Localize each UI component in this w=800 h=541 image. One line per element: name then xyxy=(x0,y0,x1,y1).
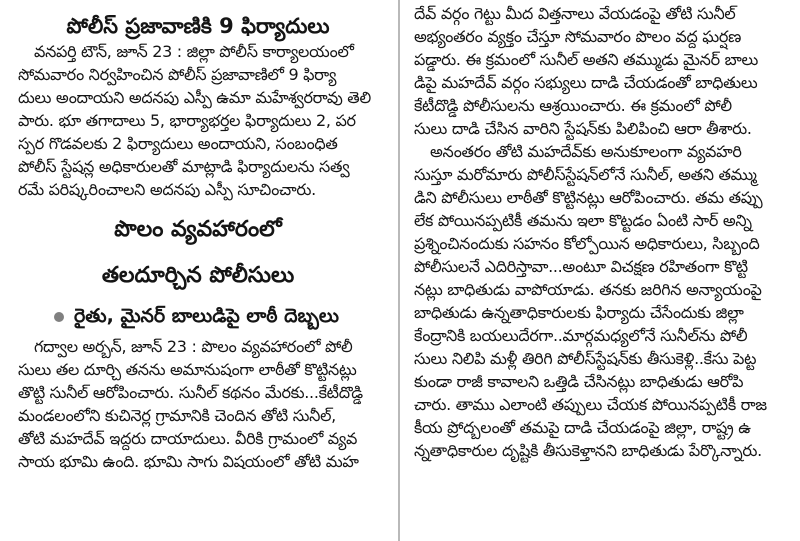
body-line: రమే పరిష్కరించాలని అదనపు ఎస్పీ సూచించారు. xyxy=(18,180,316,199)
headline-line: తలదూర్చిన పోలీసులు xyxy=(101,263,295,288)
body-line: చారు. తాము ఎలాంటి తప్పులు చేయక పోయినప్పటికీ రాజ xyxy=(414,395,767,414)
article-body xyxy=(0,40,396,201)
body-line: డిని పోలీసులు లాఠీతో కొట్టినట్లు ఆరోపించారు. తమ తప్పు xyxy=(414,188,763,207)
subheadline-text: రైతు, మైనర్ బాలుడిపై లాఠీ దెబ్బలు xyxy=(74,305,339,327)
bullet-icon xyxy=(54,312,64,322)
body-line: మండలంలోని కుచినెర్ల గ్రామానికి చెందిన తోటి సునీల్, xyxy=(18,406,336,425)
body-line: అభ్యంతరం వ్యక్తం చేస్తూ సోమవారం పొలం వద్ద ఘర్షణ xyxy=(414,27,741,46)
body-line: దులు అందాయని అదనపు ఎస్పీ ఉమా మహేశ్వరరావు తెలి xyxy=(18,88,371,107)
column-divider xyxy=(398,0,400,541)
body-line: కేంద్రానికి బయలుదేరగా..మార్గమధ్యలోనే సునీల్‌ను పోలీ xyxy=(414,326,748,345)
body-line: డిపై మహదేవ్ వర్గం సభ్యులు దాడి చేయడంతో బాధితులు xyxy=(414,73,758,92)
article-body xyxy=(0,335,396,473)
body-line: తోటి మహదేవ్ ఇద్దరు దాయాదులు. వీరికి గ్రామంలో వ్యవ xyxy=(18,429,358,448)
body-line: న్నతాధికారుల దృష్టికి తీసుకెళ్తానని బాధితుడు పేర్కొన్నారు. xyxy=(414,441,762,460)
body-line: గద్వాల అర్బన్, జూన్ 23 : పొలం వ్యవహారంలో పోలీ xyxy=(34,337,353,356)
body-line: సుస్తూ మరోమారు పోలీస్‌స్టేషన్‌లోనే సునీల్, అతని తమ్ము xyxy=(414,165,757,184)
subheadline xyxy=(54,303,396,329)
body-line: పారు. భూ తగాదాలు 5, భార్యాభర్తల ఫిర్యాదులు 2, పర xyxy=(18,111,356,130)
headline-line: పొలం వ్యవహారంలో xyxy=(114,217,282,242)
body-line: తొట్టి సునీల్ ఆరోపించారు. సునీల్ కథనం మేరకు...కేటీదొడ్డి xyxy=(18,383,363,402)
article-land-dispute xyxy=(0,215,396,473)
body-line: కేటీదొడ్డి పోలీసులను ఆశ్రయించారు. ఈ క్రమంలో పోలీ xyxy=(414,96,732,115)
right-column xyxy=(402,0,800,541)
body-line: పోలీస్ స్టేషన్ల అధికారులతో మాట్లాడి ఫిర్యాదులను సత్వ xyxy=(18,157,350,176)
body-line: సులు నిలిపి మళ్లీ తిరిగి పోలీస్‌స్టేషన్‌కు తీసుకెళ్లి..కేసు పెట్ట xyxy=(414,349,757,368)
article-body-continued xyxy=(402,0,800,462)
left-column xyxy=(0,0,396,541)
body-line: కీయ ప్రోద్బలంతో తమపై దాడి చేయడంపై జిల్లా, రాష్ట్ర ఉ xyxy=(414,418,751,437)
body-line: పడ్డారు. ఈ క్రమంలో సునీల్ అతని తమ్ముడు మైనర్ బాలు xyxy=(414,50,759,69)
headline-police-grievance: పోలీస్ ప్రజావాణికి 9 ఫిర్యాదులు xyxy=(66,14,330,38)
headline-land-dispute xyxy=(0,215,396,291)
body-line: సులు తల దూర్చి తనను అమానుషంగా లాఠీతో కొట్టినట్లు xyxy=(18,360,357,379)
body-line: వనపర్తి టౌన్, జూన్ 23 : జిల్లా పోలీస్ కార్యాలయంలో xyxy=(34,42,354,61)
body-line: సాయ భూమి ఉంది. భూమి సాగు విషయంలో తోటి మహ xyxy=(18,452,359,471)
body-line: సోమవారం నిర్వహించిన పోలీస్ ప్రజావాణిలో 9 ఫిర్యా xyxy=(18,65,337,84)
body-line: కుండా రాజీ కావాలని ఒత్తిడి చేసినట్లు బాధితుడు ఆరోపి xyxy=(414,372,744,391)
article-police-grievance xyxy=(0,6,396,201)
body-line: బాధితుడు ఉన్నతాధికారులకు ఫిర్యాదు చేసేందుకు జిల్లా xyxy=(414,303,744,322)
body-line: అనంతరం తోటి మహదేవ్‌కు అనుకూలంగా వ్యవహరి xyxy=(430,142,742,161)
body-line: ప్రశ్నించినందుకు సహనం కోల్పోయిన అధికారులు, సిబ్బంది xyxy=(414,234,760,253)
body-line: స్పర గొడవలకు 2 ఫిర్యాదులు అందాయని, సంబంధిత xyxy=(18,134,338,153)
body-line: సులు దాడి చేసిన వారిని స్టేషన్‌కు పిలిపించి ఆరా తీశారు. xyxy=(414,119,752,138)
body-line: దేవ్ వర్గం గెట్టు మీద విత్తనాలు వేయడంపై తోటి సునీల్ xyxy=(414,4,736,23)
body-line: పోలీసులనే ఎదిరిస్తావా...అంటూ విచక్షణ రహితంగా కొట్టి xyxy=(414,257,748,276)
body-line: లేక పోయినప్పటికీ తమను ఇలా కొట్టడం ఏంటి సార్ అన్ని xyxy=(414,211,752,230)
body-line: నట్లు బాధితుడు వాపోయాడు. తనకు జరిగిన అన్యాయంపై xyxy=(414,280,762,299)
